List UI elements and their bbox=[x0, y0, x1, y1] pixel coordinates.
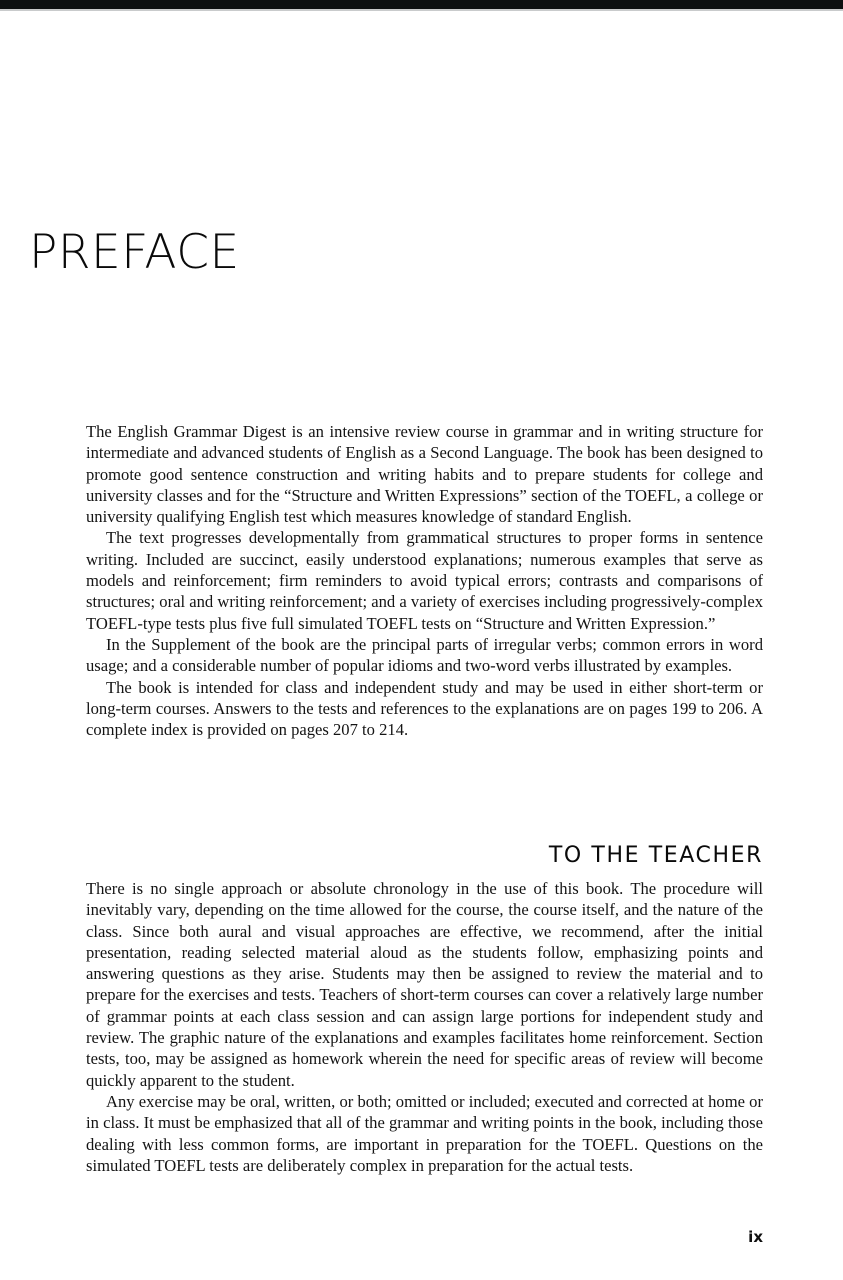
paragraph: The text progresses developmentally from grammatical structures to proper forms in sentence writing. Included are succinct, easily understood explanations; numerous examples that serve as models and reinforcement; firm reminders to avoid typical errors; contrasts and comparisons of structures; oral and writing reinforcement; and a variety of exercises including progressively-complex TOEFL-type tests plus five full simulated TOEFL tests on “Structure and Written Expression.” bbox=[86, 528, 763, 633]
paragraph: In the Supplement of the book are the principal parts of irregular verbs; common errors in word usage; and a considerable number of popular idioms and two-word verbs illustrated by examples. bbox=[86, 634, 763, 676]
scan-edge-line bbox=[0, 9, 843, 11]
paragraph: There is no single approach or absolute chronology in the use of this book. The procedure will inevitably vary, depending on the time allowed for the course, the course itself, and the nature of the class. Since both aural and visual approaches are effective, we recommend, after the initial presentation, reading selected material aloud as the students follow, emphasizing points and answering questions as they arise. Students may then be assigned to review the material and to prepare for the exercises and tests. Teachers of short-term courses can cover a relatively large number of grammar points at each class session and can assign large portions for independent study and review. The graphic nature of the explanations and examples facilitates home reinforcement. Section tests, too, may be assigned as homework wherein the need for specific areas of review will become quickly apparent to the student. bbox=[86, 879, 763, 1090]
preface-body bbox=[86, 421, 763, 740]
to-the-teacher-body bbox=[86, 878, 763, 1176]
scan-edge-band bbox=[0, 0, 843, 9]
page-number: ix bbox=[748, 1228, 763, 1246]
section-heading-to-the-teacher: TO THE TEACHER bbox=[548, 843, 763, 869]
paragraph: The English Grammar Digest is an intensive review course in grammar and in writing structure for intermediate and advanced students of English as a Second Language. The book has been designed to promote good sentence construction and writing habits and to prepare students for college and university classes and for the “Structure and Written Expressions” section of the TOEFL, a college or university qualifying English test which measures knowledge of standard English. bbox=[86, 422, 763, 527]
paragraph: The book is intended for class and independent study and may be used in either short-term or long-term courses. Answers to the tests and references to the explanations are on pages 199 to 206. A complete index is provided on pages 207 to 214. bbox=[86, 677, 763, 740]
page-title: PREFACE bbox=[29, 225, 240, 281]
paragraph: Any exercise may be oral, written, or both; omitted or included; executed and corrected at home or in class. It must be emphasized that all of the grammar and writing points in the book, including those dealing with less common forms, are important in preparation for the TOEFL. Questions on the simulated TOEFL tests are deliberately complex in preparation for the actual tests. bbox=[86, 1091, 763, 1175]
